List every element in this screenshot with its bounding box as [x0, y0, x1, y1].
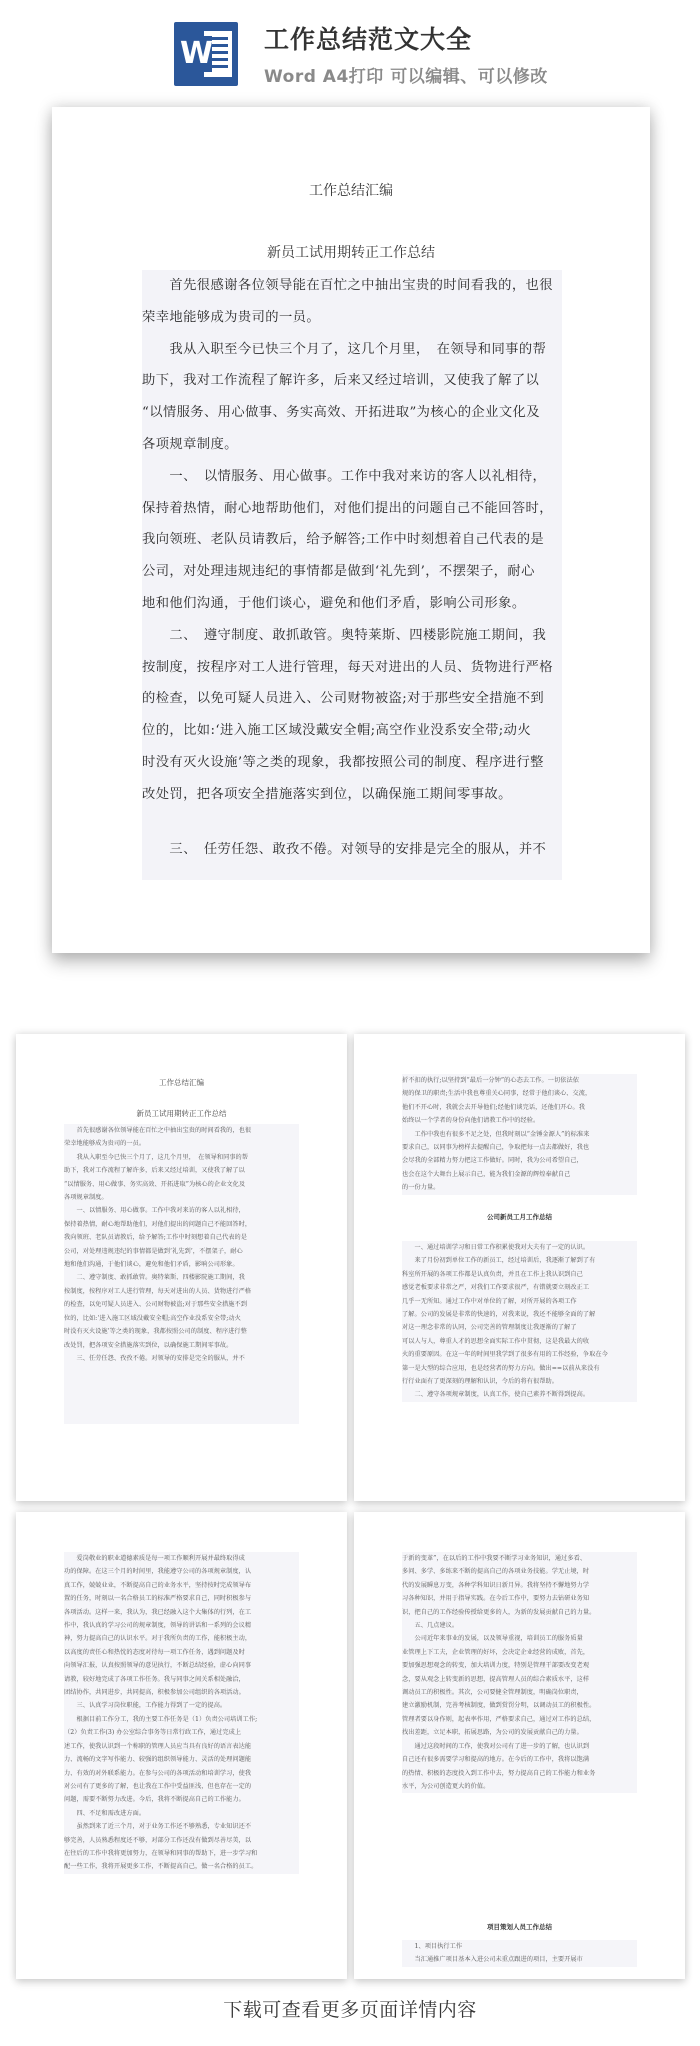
body-line: 各项规章制度。: [142, 436, 238, 452]
thumbnail-line: 首先很感谢各位领导能在百忙之中抽出宝贵的时间看我的，也很: [64, 1127, 252, 1134]
word-document-icon: [174, 22, 238, 86]
header: [0, 0, 700, 95]
thumbnail-line: 找出差距，立足本职，拓展思路，为公司的发展贡献自己的力量。: [402, 1729, 583, 1737]
thumbnail-line: 作中，我认真的学习公司的规章制度，领导的讲话和一系列的会议精: [64, 1622, 252, 1630]
thumbnail-line: 习各种知识，并用于指导实践。在今后工作中，要努力去钻研业务知: [402, 1595, 590, 1603]
thumbnail-line: 折不扣的执行;以坚持到“最后一分钟”的心态去工作。一切依法依: [402, 1077, 579, 1084]
thumbnail-line: 公司，对处理违规违纪的事情都是做到‘礼先到’，不摆架子，耐心: [64, 1247, 243, 1255]
thumbnail-line: 以高度的责任心和热忱的态度对待每一项工作任务，遇到问题及时: [64, 1648, 245, 1656]
thumbnail-line: 科室所开展的各项工作都是认真负责，并且在工作上我认识到自己: [402, 1270, 583, 1278]
thumbnail-line: 的一份力量。: [402, 1184, 440, 1192]
body-line: 荣幸地能够成为贵司的一员。: [142, 309, 321, 325]
thumbnail-sheet-title: 工作总结汇编: [159, 1078, 204, 1087]
thumbnail-line: 感觉老板要求非常之严，对我们工作要求很严，有错就要立刻改正工: [402, 1284, 590, 1292]
body-line: “以情服务、用心做事、务实高效、开拓进取”为核心的企业文化及: [142, 405, 540, 421]
body-line: 一、 以情服务、用心做事。工作中我对来访的客人以礼相待，: [142, 468, 547, 484]
thumbnail-line: 荣幸地能够成为贵司的一员。: [64, 1140, 146, 1148]
body-line: 地和他们沟通，于他们谈心，避免和他们矛盾，影响公司形象。: [142, 595, 526, 611]
thumbnail-line: 四、不足和需改进方面。: [64, 1809, 146, 1817]
thumbnail-page-3[interactable]: [16, 1512, 347, 1979]
thumbnail-line: 火的重要原因。在这一年的时间里我学到了很多有用的工作经验，争取在今: [402, 1351, 608, 1359]
thumbnail-line: 业管理上下工夫，企业管理的好坏，会决定企业经营的成败，首先，: [402, 1648, 590, 1656]
thumbnail-line: 功的保障。在这三个月的时间里，我能遵守公司的各项规章制度，认: [64, 1568, 252, 1576]
thumbnail-line: 位的，比如:‘进入施工区域没戴安全帽;高空作业没系安全带;动火: [64, 1314, 241, 1322]
thumbnail-line: 述工作，使我认识到一个称职的管理人员应当具有良好的语言表达能: [64, 1742, 252, 1750]
thumbnail-line: 按制度，按程序对工人进行管理，每天对进出的人员、货物进行严格: [64, 1287, 252, 1295]
thumbnail-body: [402, 1241, 637, 1402]
page-title: 工作总结范文大全: [264, 25, 473, 54]
thumbnail-line: 改处罚，把各项安全措施落实到位，以确保施工期间零事故。: [64, 1341, 233, 1349]
body-line: 位的，比如:‘进入施工区域没戴安全帽;高空作业没系安全带;动火: [142, 723, 532, 739]
document-title: 新员工试用期转正工作总结: [267, 245, 435, 261]
thumbnail-line: 置的任务，时刻以一名合格员工的标准严格要求自己，同时积极参与: [64, 1595, 252, 1603]
thumbnail-line: 可以人与人，尊重人才的思想全面实际工作中贯彻，这是我最大的收: [402, 1337, 590, 1345]
thumbnail-line: 工作中我也有很多不足之处，但我时刻以“金锤金源人”的标准来: [402, 1130, 590, 1138]
thumbnail-line: 够完善，人员熟悉程度还不够，对部分工作还没有做到尽善尽美，以: [64, 1836, 252, 1844]
thumbnail-line: 他们不开心时，我就会去开导他们;经他们谈完话，还他们开心。我: [402, 1103, 586, 1111]
thumbnail-line: 助下，我对工作流程了解许多，后来又经过培训，又使我了解了以: [64, 1167, 245, 1175]
thumbnail-line: 第一是大型的综合应用，也是经营者的努力方向。做出==以前从来没有: [402, 1364, 600, 1372]
thumbnail-line: 念，要从观念上转变新的思想，提高管理人员的综合素质水平，这样: [402, 1675, 590, 1683]
thumbnail-line: 调动员工的积极性。其次，公司要健全管理制度，明确岗位职责，: [402, 1689, 583, 1697]
thumbnail-line: 要加强思想观念的转变，加大培训力度，特别是管理干部要改变老观: [402, 1662, 590, 1670]
thumbnail-line: 对这一理念非常的认同，公司完善的管理制度让我逐渐的了解了: [402, 1324, 577, 1332]
thumbnail-line: 始终以一个学者的身份向他们请教工作中的经验。: [402, 1117, 540, 1125]
thumbnail-line: 爱岗敬业的职业道德素质是每一项工作顺利开展并最终取得成: [64, 1555, 245, 1562]
thumbnail-line: 几乎一无所知。通过工作中对单位的了解，对所开展的各项工作: [402, 1297, 577, 1305]
download-more-text[interactable]: 下载可查看更多页面详情内容: [223, 1999, 477, 2021]
thumbnail-line: 了解。公司的发展是非常的快速的，对我来说，我还不能够全面的了解: [402, 1311, 596, 1319]
thumbnail-doc-title: 新员工试用期转正工作总结: [136, 1109, 227, 1118]
thumbnail-line: 识，把自己的工作经验传授给更多的人，为新的发展贡献自己的力量。: [402, 1608, 596, 1616]
thumbnail-line: 五、几点建议。: [402, 1622, 459, 1630]
thumbnail-line: 的检查，以免可疑人员进入、公司财物被盗;对于那些安全措施不到: [64, 1301, 248, 1309]
thumbnail-line: 请教，较好地完成了各项工作任务。我与同事之间关系相处融洽，: [64, 1675, 245, 1683]
thumbnail-line: 三、任劳任怨、孜孜不倦。对领导的安排是完全的服从，并不: [64, 1354, 245, 1362]
body-line: 的检查，以免可疑人员进入、公司财物被盗;对于那些安全措施不到: [142, 691, 545, 707]
thumbnail-line: 代的发展瞬息万变，各种学科知识日新月异。我将坚持不懈地努力学: [402, 1581, 590, 1589]
thumbnail-section-heading: 项目策划人员工作总结: [487, 1923, 552, 1931]
body-line: 首先很感谢各位领导能在百忙之中抽出宝贵的时间看我的，也很: [142, 278, 553, 293]
thumbnail-line: 配一些工作，我将开展更多工作，不断提高自己，做一名合格的员工。: [64, 1863, 258, 1871]
thumbnail-line: 水平，为公司创造更大的价值。: [402, 1782, 490, 1790]
thumbnail-line: 在往后的工作中我将更加努力，在领导和同事的帮助下，进一步学习和: [64, 1849, 258, 1857]
thumbnail-line: 地和他们沟通，于他们谈心，避免和他们矛盾，影响公司形象。: [64, 1261, 239, 1269]
document-preview-page[interactable]: [52, 107, 650, 953]
thumbnail-line: 通过这段时间的工作，使我对公司有了进一步的了解，也认识到: [402, 1742, 590, 1750]
thumbnail-body: [64, 1552, 299, 1874]
thumbnail-line: 一、通过培训学习和日常工作积累使我对大夫有了一定的认识。: [402, 1244, 590, 1251]
thumbnail-page-1[interactable]: [16, 1034, 347, 1501]
thumbnail-line: 时没有灭火设施’等之类的现象，我都按照公司的制度、程序进行整: [64, 1328, 247, 1336]
thumbnail-line: 也会在这个大舞台上展示自己，能为我们金源的辉煌奉献自己: [402, 1170, 571, 1178]
thumbnail-page-2[interactable]: [354, 1034, 685, 1501]
body-line: 三、 任劳任怨、敢孜不倦。对领导的安排是完全的服从，并不: [142, 841, 547, 857]
thumbnail-line: 管理者要以身作则，起表率作用，严格要求自己，通过对工作的总结，: [402, 1715, 596, 1723]
thumbnail-line: 真工作，兢兢业业，不断提高自己的业务水平，坚持按时完成领导布: [64, 1581, 252, 1589]
thumbnail-line: 的热情、积极的态度投入到工作中去，努力提高自己的工作能力和业务: [402, 1769, 596, 1777]
thumbnail-line: 对公司有了更多的了解，也让我在工作中受益匪浅，但也存在一定的: [64, 1782, 252, 1790]
thumbnail-page-4[interactable]: [354, 1512, 685, 1979]
thumbnail-line: 一、以情服务、用心做事。工作中我对来访的客人以礼相待，: [64, 1207, 245, 1215]
thumbnail-line: 于新的变革”，在以后的工作中我要不断学习业务知识，通过多看、: [402, 1555, 587, 1562]
thumbnail-line: 保持着热情，耐心地帮助他们，对他们提出的问题自己不能回答时，: [64, 1220, 252, 1228]
thumbnail-line: 我向领班、老队员请教后，给予解答;工作中时刻想着自己代表的是: [64, 1234, 248, 1242]
thumbnail-line: 三、认真学习岗位职能，工作能力得到了一定的提高。: [64, 1702, 227, 1710]
body-line: 我向领班、老队员请教后，给予解答;工作中时刻想着自己代表的是: [142, 532, 545, 548]
thumbnail-line: 二、遵守制度、敢抓敢管。奥特莱斯、四楼影院施工期间，我: [64, 1274, 245, 1282]
thumbnail-line: 当汇通推广项目基本入进公司未重点跟进的项目，主要开展市: [402, 1956, 583, 1964]
thumbnail-line: 行行业面有了更深刻的理解和认识，令后的将有很帮助。: [402, 1378, 558, 1386]
thumbnail-body: [402, 1552, 637, 1793]
thumbnail-section-heading: 公司新员工月工作总结: [487, 1213, 552, 1221]
thumbnail-body: [402, 1940, 637, 1967]
thumbnail-line: 来了月份初到单位工作的新员工，经过培训后，我逐渐了解到了有: [402, 1257, 596, 1265]
thumbnail-line: 虽然到来了近三个月，对于业务工作还不够熟悉，专业知识还不: [64, 1823, 252, 1831]
thumbnail-line: 规的保卫的职责;生活中我也尊重关心同事，经常于他们谈心、交流，: [402, 1090, 592, 1098]
word-letter-icon: W: [180, 36, 214, 71]
body-line: 时没有灭火设施’等之类的现象，我都按照公司的制度、程序进行整: [142, 754, 544, 770]
body-line: 保持着热情，耐心地帮助他们，对他们提出的问题自己不能回答时，: [142, 500, 553, 516]
thumbnail-body: [64, 1124, 299, 1424]
thumbnail-line: 力、流畅的文字写作能力、较强的组织领导能力、灵活的处理问题能: [64, 1756, 252, 1764]
body-line: 我从入职至今已快三个月了，这几个月里， 在领导和同事的帮: [142, 341, 547, 357]
thumbnail-line: 要求自己，以同事为榜样去提醒自己，争取把每一点去都做好，我也: [402, 1144, 590, 1152]
sheet-title: 工作总结汇编: [309, 183, 393, 199]
thumbnail-line: 各项活动。这样一来，我认为，我已经融入这个大集体的行列，在工: [64, 1608, 252, 1616]
thumbnail-line: 二、遵守各项规章制度，认真工作，使自己素养不断得到提高。: [402, 1391, 590, 1399]
thumbnail-line: 向领导汇报，认真按照领导的意见执行，不断总结经验，虚心向同事: [64, 1662, 252, 1670]
page-subtitle: Word A4打印 可以编辑、可以修改: [264, 67, 548, 87]
thumbnail-line: 自己还有很多需要学习和提高的地方。在今后的工作中，我将以饱满: [402, 1756, 590, 1764]
thumbnail-line: 1、项目执行工作: [402, 1943, 463, 1950]
thumbnail-line: （2）负责工作(3) 办公室综合事务等日常行政工作，通过完成上: [64, 1729, 242, 1737]
document-body: [142, 270, 562, 880]
thumbnail-line: 会尽我的全部精力努力把这工作做好。同时，我为公司希望自己，: [402, 1157, 583, 1165]
body-line: 改处罚，把各项安全措施落实到位，以确保施工期间零事故。: [142, 786, 512, 802]
thumbnail-body: [402, 1074, 637, 1195]
body-line: 公司，对处理违规违纪的事情都是做到‘礼先到’，不摆架子，耐心: [142, 564, 535, 580]
thumbnail-line: 多问、多学、多练来不断的提高自己的各项业务技能。学无止境，时: [402, 1568, 590, 1576]
thumbnail-line: “以情服务、用心做事、务实高效、开拓进取”为核心的企业文化及: [64, 1180, 246, 1188]
thumbnail-line: 团结协作，共同进步，共同提高，积极参加公司组织的各项活动。: [64, 1689, 245, 1697]
body-line: 按制度，按程序对工人进行管理，每天对进出的人员、货物进行严格: [142, 659, 553, 675]
thumbnail-line: 神，努力提高自己的认识水平。对于我所负责的工作，能积极主动，: [64, 1635, 252, 1643]
thumbnail-line: 问题，需要不断努力改进。今后，我将不断提高自己的工作能力。: [64, 1796, 245, 1804]
body-line: 助下，我对工作流程了解许多，后来又经过培训，又使我了解了以: [142, 373, 540, 389]
thumbnail-line: 力、有效的对外联系能力。在参与公司的各项活动和培训学习，使我: [64, 1769, 252, 1777]
thumbnail-line: 各项规章制度。: [64, 1194, 108, 1202]
thumbnail-line: 建立激励机制，完善考核制度，做到赏罚分明，以调动员工的积极性。: [402, 1702, 596, 1710]
thumbnail-line: 公司近年来事业的发展，以及领导重视，培训员工的服务质量: [402, 1635, 583, 1643]
thumbnail-line: 根据目前工作分工，我的主要工作任务是（1）负责公司培训工作;: [64, 1715, 258, 1723]
thumbnail-line: 我从入职至今已快三个月了，这几个月里， 在领导和同事的帮: [64, 1153, 249, 1161]
body-line: 二、 遵守制度、敢抓敢管。奥特莱斯、四楼影院施工期间，我: [142, 627, 547, 643]
